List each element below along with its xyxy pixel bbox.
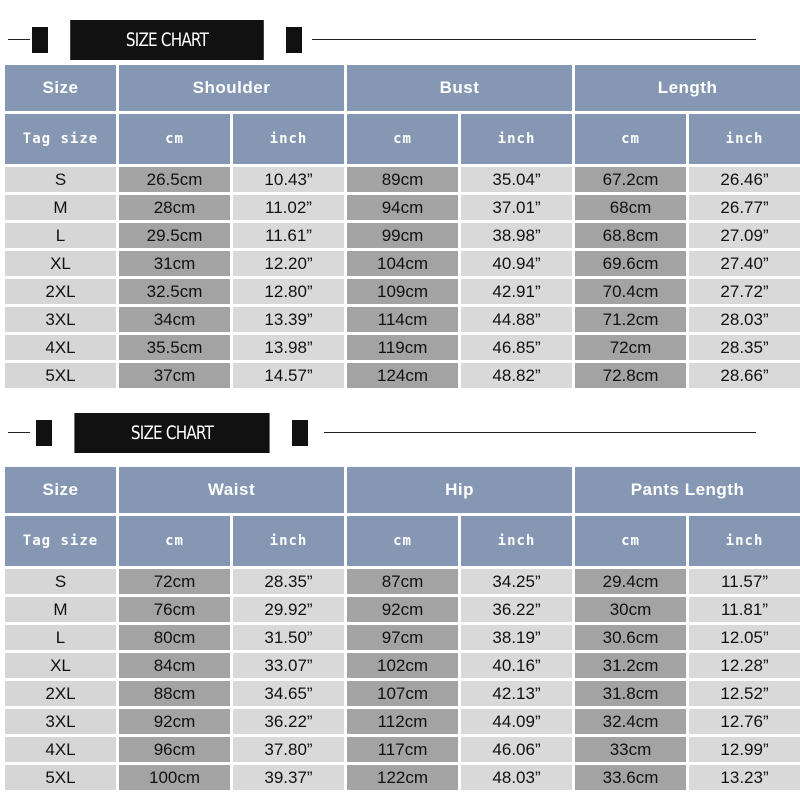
inch-header: inch xyxy=(233,114,344,164)
inch-cell: 42.91” xyxy=(461,279,572,304)
cm-cell: 72.8cm xyxy=(575,363,686,388)
divider-line xyxy=(8,39,30,40)
cm-cell: 99cm xyxy=(347,223,458,248)
inch-cell: 42.13” xyxy=(461,681,572,706)
size-cell: 4XL xyxy=(5,335,116,360)
cm-cell: 104cm xyxy=(347,251,458,276)
size-cell: L xyxy=(5,223,116,248)
inch-cell: 26.77” xyxy=(689,195,800,220)
cm-cell: 76cm xyxy=(119,597,230,622)
size-chart-banner-1 xyxy=(0,17,800,63)
cm-header: cm xyxy=(347,516,458,566)
cm-cell: 33cm xyxy=(575,737,686,762)
size-cell: M xyxy=(5,195,116,220)
header-row xyxy=(5,65,800,111)
cm-cell: 35.5cm xyxy=(119,335,230,360)
table-row xyxy=(5,597,800,622)
inch-cell: 28.35” xyxy=(689,335,800,360)
size-cell: 5XL xyxy=(5,765,116,790)
banner-title: SIZE CHART xyxy=(74,413,269,453)
table-row xyxy=(5,167,800,192)
inch-cell: 28.35” xyxy=(233,569,344,594)
inch-cell: 33.07” xyxy=(233,653,344,678)
inch-cell: 11.02” xyxy=(233,195,344,220)
banner-title: SIZE CHART xyxy=(70,20,264,60)
size-header: Size xyxy=(5,467,116,513)
size-cell: 3XL xyxy=(5,307,116,332)
inch-cell: 12.80” xyxy=(233,279,344,304)
divider-line xyxy=(8,432,30,433)
size-header: Size xyxy=(5,65,116,111)
table-row xyxy=(5,765,800,790)
cm-cell: 30cm xyxy=(575,597,686,622)
inch-cell: 12.28” xyxy=(689,653,800,678)
divider-line xyxy=(312,39,756,40)
cm-cell: 119cm xyxy=(347,335,458,360)
cm-cell: 68cm xyxy=(575,195,686,220)
inch-cell: 38.19” xyxy=(461,625,572,650)
cm-cell: 109cm xyxy=(347,279,458,304)
subheader-row xyxy=(5,114,800,164)
cm-cell: 32.5cm xyxy=(119,279,230,304)
inch-cell: 39.37” xyxy=(233,765,344,790)
inch-header: inch xyxy=(689,114,800,164)
cm-cell: 33.6cm xyxy=(575,765,686,790)
inch-cell: 11.61” xyxy=(233,223,344,248)
cm-cell: 29.5cm xyxy=(119,223,230,248)
table-row xyxy=(5,709,800,734)
size-cell: L xyxy=(5,625,116,650)
inch-cell: 31.50” xyxy=(233,625,344,650)
cm-cell: 112cm xyxy=(347,709,458,734)
inch-cell: 29.92” xyxy=(233,597,344,622)
size-cell: S xyxy=(5,569,116,594)
cm-cell: 96cm xyxy=(119,737,230,762)
inch-cell: 38.98” xyxy=(461,223,572,248)
cm-cell: 31cm xyxy=(119,251,230,276)
waist-header: Waist xyxy=(119,467,344,513)
cm-cell: 87cm xyxy=(347,569,458,594)
cm-cell: 89cm xyxy=(347,167,458,192)
size-cell: 5XL xyxy=(5,363,116,388)
inch-cell: 46.06” xyxy=(461,737,572,762)
inch-header: inch xyxy=(689,516,800,566)
inch-cell: 28.03” xyxy=(689,307,800,332)
size-cell: M xyxy=(5,597,116,622)
subheader-row xyxy=(5,516,800,566)
table-row xyxy=(5,569,800,594)
ribbon-tail-right xyxy=(292,420,308,446)
inch-cell: 46.85” xyxy=(461,335,572,360)
inch-cell: 14.57” xyxy=(233,363,344,388)
inch-cell: 13.39” xyxy=(233,307,344,332)
table-row xyxy=(5,737,800,762)
pants-length-header: Pants Length xyxy=(575,467,800,513)
size-cell: XL xyxy=(5,251,116,276)
inch-cell: 48.03” xyxy=(461,765,572,790)
inch-cell: 34.25” xyxy=(461,569,572,594)
cm-cell: 72cm xyxy=(119,569,230,594)
inch-cell: 12.52” xyxy=(689,681,800,706)
cm-cell: 71.2cm xyxy=(575,307,686,332)
inch-cell: 44.88” xyxy=(461,307,572,332)
cm-cell: 29.4cm xyxy=(575,569,686,594)
inch-cell: 27.40” xyxy=(689,251,800,276)
size-cell: 4XL xyxy=(5,737,116,762)
inch-cell: 12.99” xyxy=(689,737,800,762)
size-cell: 2XL xyxy=(5,279,116,304)
cm-header: cm xyxy=(119,516,230,566)
tag-size-header: Tag size xyxy=(5,516,116,566)
inch-cell: 44.09” xyxy=(461,709,572,734)
ribbon-tail-right xyxy=(286,27,302,53)
shoulder-header: Shoulder xyxy=(119,65,344,111)
inch-cell: 28.66” xyxy=(689,363,800,388)
size-cell: S xyxy=(5,167,116,192)
cm-cell: 32.4cm xyxy=(575,709,686,734)
hip-header: Hip xyxy=(347,467,572,513)
size-cell: XL xyxy=(5,653,116,678)
cm-cell: 102cm xyxy=(347,653,458,678)
table-row xyxy=(5,195,800,220)
inch-cell: 36.22” xyxy=(461,597,572,622)
cm-cell: 124cm xyxy=(347,363,458,388)
size-cell: 3XL xyxy=(5,709,116,734)
cm-cell: 97cm xyxy=(347,625,458,650)
cm-cell: 70.4cm xyxy=(575,279,686,304)
size-table-bottom xyxy=(2,464,800,793)
table-row xyxy=(5,653,800,678)
inch-cell: 34.65” xyxy=(233,681,344,706)
inch-cell: 36.22” xyxy=(233,709,344,734)
header-row xyxy=(5,467,800,513)
cm-cell: 67.2cm xyxy=(575,167,686,192)
cm-cell: 107cm xyxy=(347,681,458,706)
cm-cell: 37cm xyxy=(119,363,230,388)
table-row xyxy=(5,223,800,248)
cm-cell: 117cm xyxy=(347,737,458,762)
cm-cell: 30.6cm xyxy=(575,625,686,650)
inch-header: inch xyxy=(461,516,572,566)
cm-cell: 92cm xyxy=(119,709,230,734)
table-row xyxy=(5,251,800,276)
cm-cell: 114cm xyxy=(347,307,458,332)
inch-cell: 48.82” xyxy=(461,363,572,388)
bust-header: Bust xyxy=(347,65,572,111)
divider-line xyxy=(324,432,756,433)
cm-cell: 72cm xyxy=(575,335,686,360)
inch-cell: 10.43” xyxy=(233,167,344,192)
inch-cell: 11.81” xyxy=(689,597,800,622)
inch-cell: 27.72” xyxy=(689,279,800,304)
inch-cell: 40.16” xyxy=(461,653,572,678)
inch-cell: 40.94” xyxy=(461,251,572,276)
cm-cell: 84cm xyxy=(119,653,230,678)
ribbon-tail-left xyxy=(32,27,48,53)
cm-cell: 31.2cm xyxy=(575,653,686,678)
inch-cell: 11.57” xyxy=(689,569,800,594)
inch-cell: 35.04” xyxy=(461,167,572,192)
cm-cell: 34cm xyxy=(119,307,230,332)
inch-cell: 37.80” xyxy=(233,737,344,762)
cm-header: cm xyxy=(347,114,458,164)
inch-cell: 13.23” xyxy=(689,765,800,790)
cm-cell: 28cm xyxy=(119,195,230,220)
table-row xyxy=(5,625,800,650)
cm-cell: 26.5cm xyxy=(119,167,230,192)
inch-cell: 12.76” xyxy=(689,709,800,734)
inch-header: inch xyxy=(233,516,344,566)
table-row xyxy=(5,279,800,304)
cm-cell: 122cm xyxy=(347,765,458,790)
table-row xyxy=(5,307,800,332)
table-row xyxy=(5,363,800,388)
table-row xyxy=(5,681,800,706)
size-table-top xyxy=(2,62,800,391)
inch-cell: 27.09” xyxy=(689,223,800,248)
inch-cell: 26.46” xyxy=(689,167,800,192)
size-chart-banner-2 xyxy=(0,410,800,456)
inch-cell: 12.05” xyxy=(689,625,800,650)
tag-size-header: Tag size xyxy=(5,114,116,164)
ribbon-tail-left xyxy=(36,420,52,446)
inch-header: inch xyxy=(461,114,572,164)
cm-header: cm xyxy=(119,114,230,164)
cm-cell: 68.8cm xyxy=(575,223,686,248)
inch-cell: 37.01” xyxy=(461,195,572,220)
cm-cell: 31.8cm xyxy=(575,681,686,706)
ribbon xyxy=(36,410,308,456)
cm-cell: 88cm xyxy=(119,681,230,706)
cm-cell: 69.6cm xyxy=(575,251,686,276)
cm-header: cm xyxy=(575,114,686,164)
cm-cell: 100cm xyxy=(119,765,230,790)
length-header: Length xyxy=(575,65,800,111)
table-row xyxy=(5,335,800,360)
inch-cell: 12.20” xyxy=(233,251,344,276)
size-cell: 2XL xyxy=(5,681,116,706)
ribbon xyxy=(32,17,302,63)
cm-header: cm xyxy=(575,516,686,566)
cm-cell: 92cm xyxy=(347,597,458,622)
cm-cell: 94cm xyxy=(347,195,458,220)
cm-cell: 80cm xyxy=(119,625,230,650)
inch-cell: 13.98” xyxy=(233,335,344,360)
